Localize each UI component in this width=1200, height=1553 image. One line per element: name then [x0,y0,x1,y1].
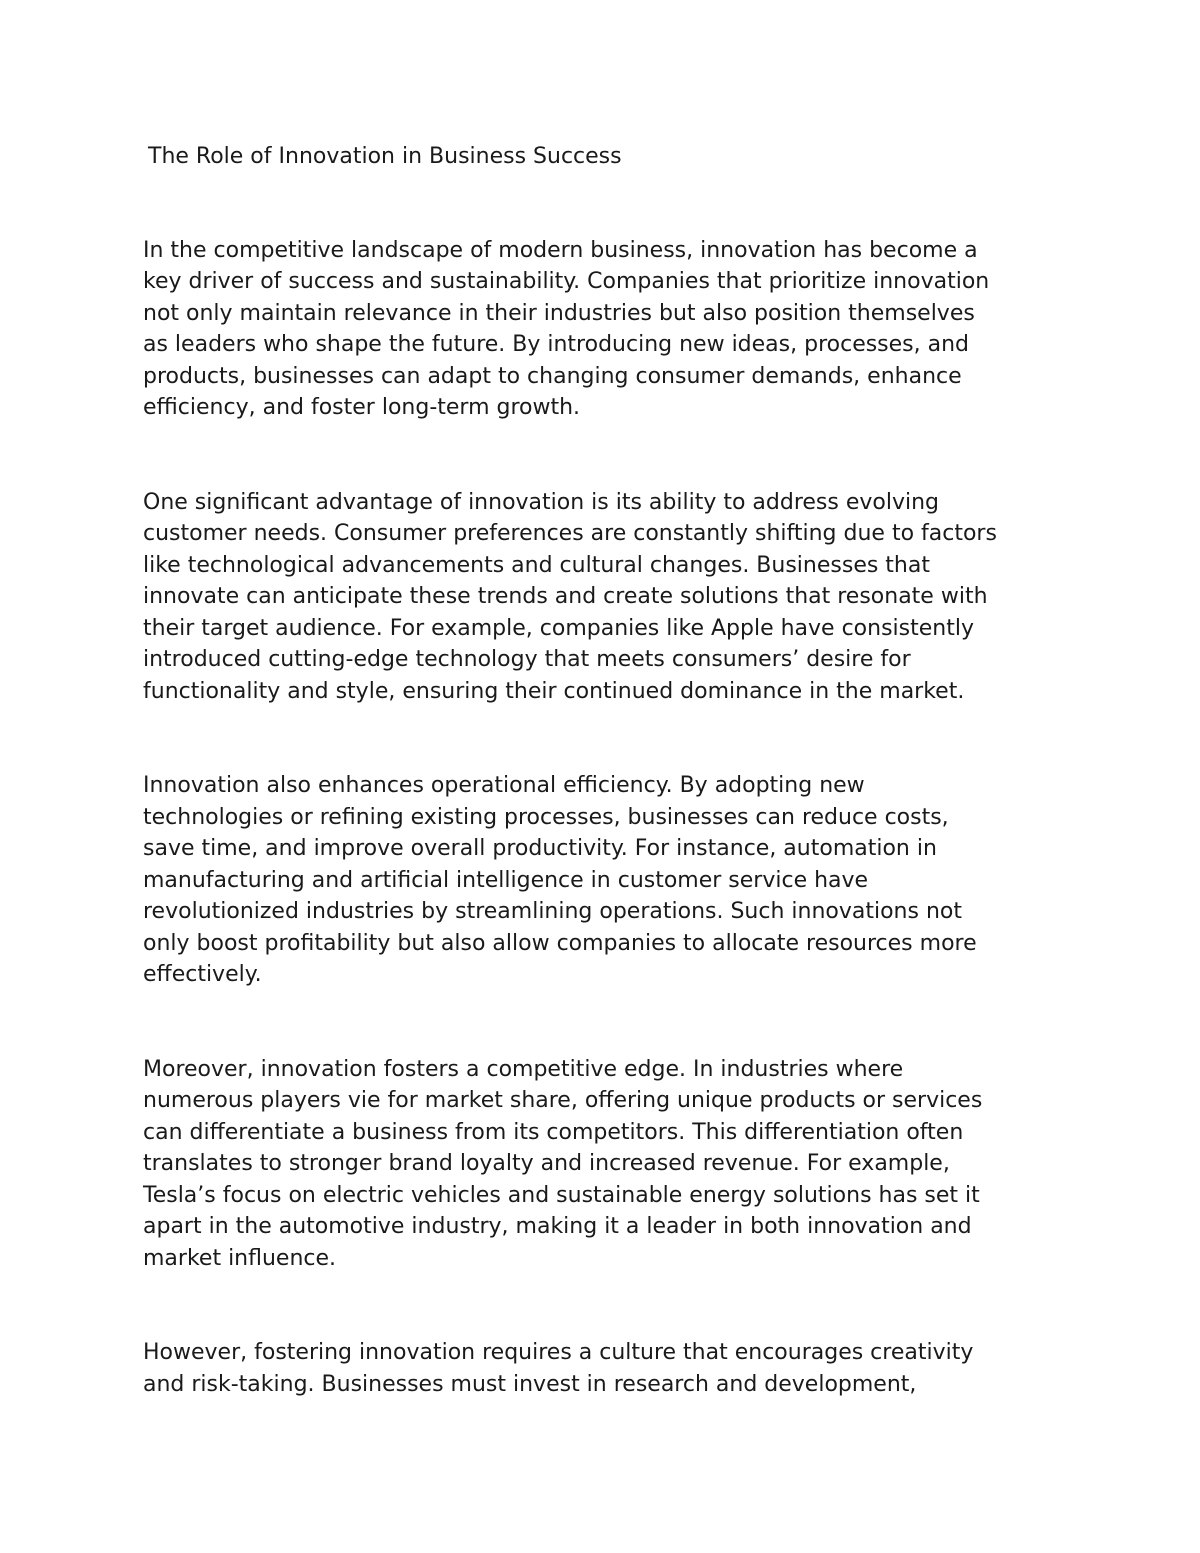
document-title: The Role of Innovation in Business Success [148,144,622,169]
paragraph-5: However, fostering innovation requires a culture that encourages creativity and risk-taking. Businesses must invest in research and development, [143,1340,974,1397]
paragraph-2: One significant advantage of innovation is its ability to address evolving customer needs. Consumer preferences are constantly shifting due to factors like technological advancements and cultural changes. Businesses that innovate can anticipate these trends and create solutions that resonate with their target audience. For example, companies like Apple have consistently introduced cutting-edge technology that meets consumers’ desire for functionality and style, ensuring their continued dominance in the market. [143,489,997,704]
document-body [143,141,1073,1400]
paragraph-spacer [143,707,1073,770]
paragraph-4: Moreover, innovation fosters a competitive edge. In industries where numerous players vie for market share, offering unique products or services can differentiate a business from its competitors. This differentiation often translates to stronger brand loyalty and increased revenue. For example, Tesla’s focus on electric vehicles and sustainable energy solutions has set it apart in the automotive industry, making it a leader in both innovation and market influence. [143,1056,983,1271]
paragraph-spacer [143,991,1073,1054]
paragraph-3: Innovation also enhances operational efficiency. By adopting new technologies or refining existing processes, businesses can reduce costs, save time, and improve overall productivity. For instance, automation in manufacturing and artificial intelligence in customer service have revolutionized industries by streamlining operations. Such innovations not only boost profitability but also allow companies to allocate resources more effectively. [143,773,977,987]
paragraph-1: In the competitive landscape of modern business, innovation has become a key driver of success and sustainability. Companies that prioritize innovation not only maintain relevance in their industries but also position themselves as leaders who shape the future. By introducing new ideas, processes, and products, businesses can adapt to changing consumer demands, enhance efficiency, and foster long-term growth. [143,237,990,420]
paragraph-spacer [143,424,1073,487]
paragraph-spacer [143,1274,1073,1337]
